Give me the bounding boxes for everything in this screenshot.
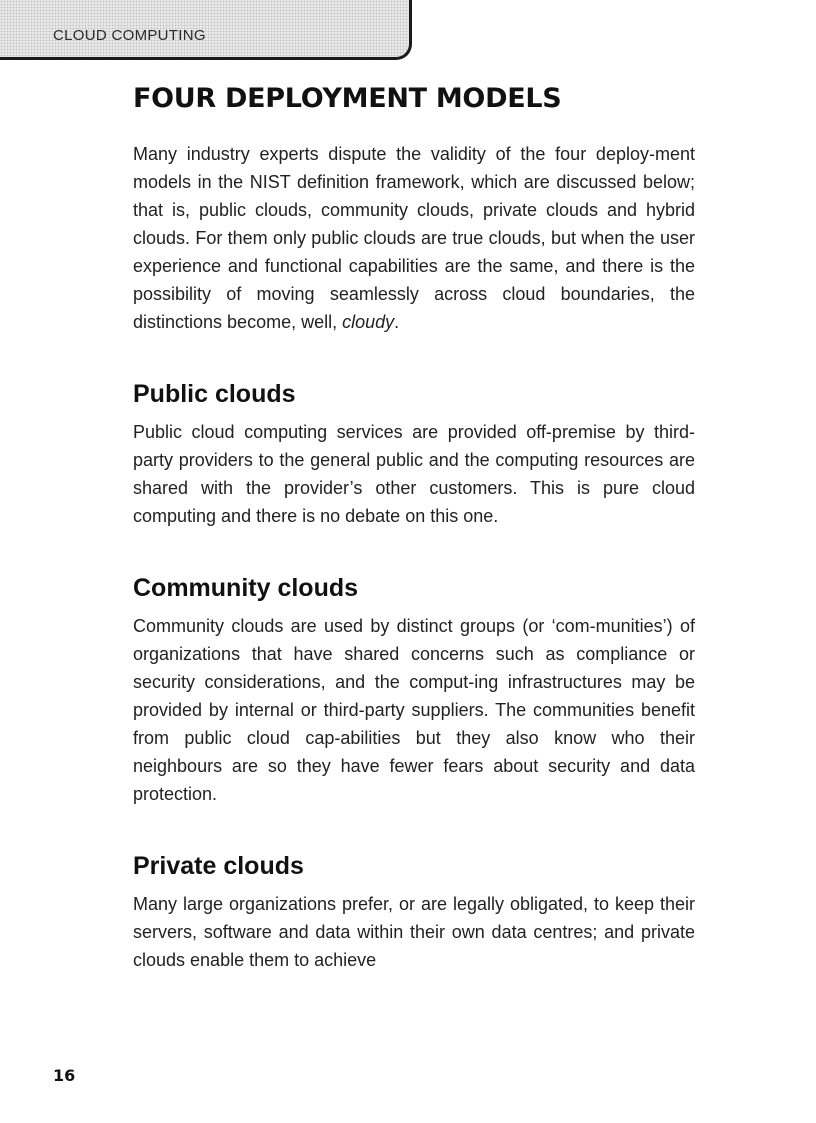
section-heading-public-clouds: Public clouds: [133, 380, 296, 408]
section-body-public-clouds: Public cloud computing services are provided off-premise by third-party providers to the general public and the computing resources are shared with the provider’s other customers. This is pure cloud computing and there is no debate on this one.: [133, 422, 695, 526]
intro-emphasis: cloudy: [342, 312, 395, 332]
section-heading-private-clouds: Private clouds: [133, 852, 304, 880]
intro-text-end: .: [394, 312, 400, 332]
running-header-title: CLOUD COMPUTING: [53, 27, 206, 44]
running-header-tab: [0, 0, 412, 60]
section-heading-community-clouds: Community clouds: [133, 574, 359, 602]
intro-paragraph: [133, 140, 695, 336]
page-title: FOUR DEPLOYMENT MODELS: [133, 83, 562, 114]
intro-text: Many industry experts dispute the validity of the four deploy-ment models in the NIST definition framework, which are discussed below; that is, public clouds, community clouds, private clouds and hybrid clouds. For them only public clouds are true clouds, but when the user experience and functional capabilities are the same, and there is the possibility of moving seamlessly across cloud boundaries, the distinctions become, well,: [133, 144, 695, 332]
page-content: [133, 80, 695, 974]
section-body-private-clouds: Many large organizations prefer, or are legally obligated, to keep their servers, software and data within their own data centres; and private clouds enable them to achieve: [133, 894, 695, 970]
page-number: 16: [53, 1066, 76, 1085]
section-body-community-clouds: Community clouds are used by distinct groups (or ‘com-munities’) of organizations that have shared concerns such as compliance or security considerations, and the comput-ing infrastructures may be provided by internal or third-party suppliers. The communities benefit from public cloud cap-abilities but they also know who their neighbours are so they have fewer fears about security and data protection.: [133, 616, 695, 804]
